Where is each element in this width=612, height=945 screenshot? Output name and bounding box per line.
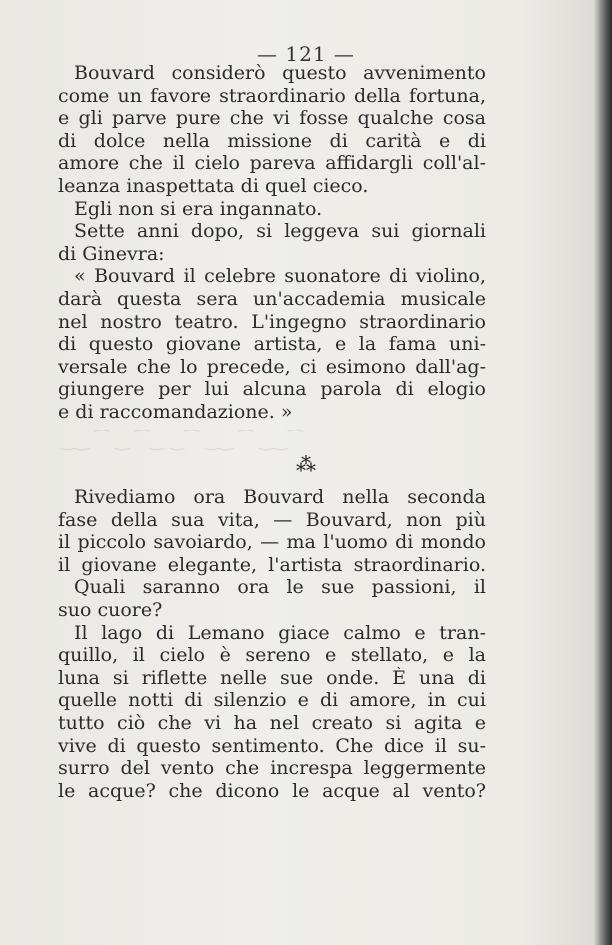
text-line: di questo giovane artista, e la fama uni- [58, 333, 486, 356]
text-line: il giovane elegante, l'artista straordinario. [58, 553, 486, 576]
text-line: Bouvard considerò questo avvenimento [74, 62, 486, 84]
text-line: Sette anni dopo, si leggeva sui giornali [74, 220, 486, 243]
text-block-bottom [58, 486, 486, 802]
section-separator: ⁂ [296, 452, 316, 476]
text-line: fase della sua vita, — Bouvard, non più [58, 508, 486, 531]
text-line: Rivediamo ora Bouvard nella seconda [74, 486, 486, 508]
text-line: darà questa sera un'accademia musicale [58, 287, 486, 310]
text-line: suo cuore? [58, 598, 163, 621]
text-line: giungere per lui alcuna parola di elogio [58, 378, 486, 401]
page-number: — 121 — [257, 42, 355, 66]
text-line: il piccolo savoiardo, — ma l'uomo di mondo [58, 531, 486, 554]
text-line: Il lago di Lemano giace calmo e tran- [74, 621, 486, 644]
text-line: amore che il cielo pareva affidargli coll'al- [58, 152, 486, 175]
text-line: e di raccomandazione. » [58, 400, 293, 423]
text-line: come un favore straordinario della fortuna, [58, 84, 486, 107]
text-block-top [58, 62, 486, 424]
text-line: surro del vento che increspa leggermente [58, 757, 486, 780]
text-line: e gli parve pure che vi fosse qualche cosa [58, 107, 486, 130]
text-line: Quali saranno ora le sue passioni, il [74, 576, 486, 599]
text-line: di dolce nella missione di carità e di [58, 129, 486, 152]
text-line: quillo, il cielo è sereno e stellato, e la [58, 644, 486, 667]
text-line: tutto ciò che vi ha nel creato si agita e [58, 711, 486, 734]
text-line: Egli non si era ingannato. [74, 197, 323, 220]
text-line: « Bouvard il celebre suonatore di violino, [74, 265, 486, 288]
text-line: vive di questo sentimento. Che dice il su- [58, 734, 486, 757]
bleed-through-texture: ‿‿ ⁀ ‿ ⁀‿ ‿⁀ ‿‿ ⁀ ‿‿⁀ [60, 430, 303, 451]
text-line: di Ginevra: [58, 242, 165, 265]
text-line: quelle notti di silenzio e di amore, in cui [58, 689, 486, 712]
text-line: nel nostro teatro. L'ingegno straordinario [58, 310, 486, 333]
text-line: versale che lo precede, ci esimono dall'ag- [58, 355, 486, 378]
text-line: leanza inaspettata di quel cieco. [58, 174, 369, 197]
text-line: le acque? che dicono le acque al vento? [58, 779, 486, 802]
text-line: luna si riflette nelle sue onde. È una di [58, 666, 486, 689]
